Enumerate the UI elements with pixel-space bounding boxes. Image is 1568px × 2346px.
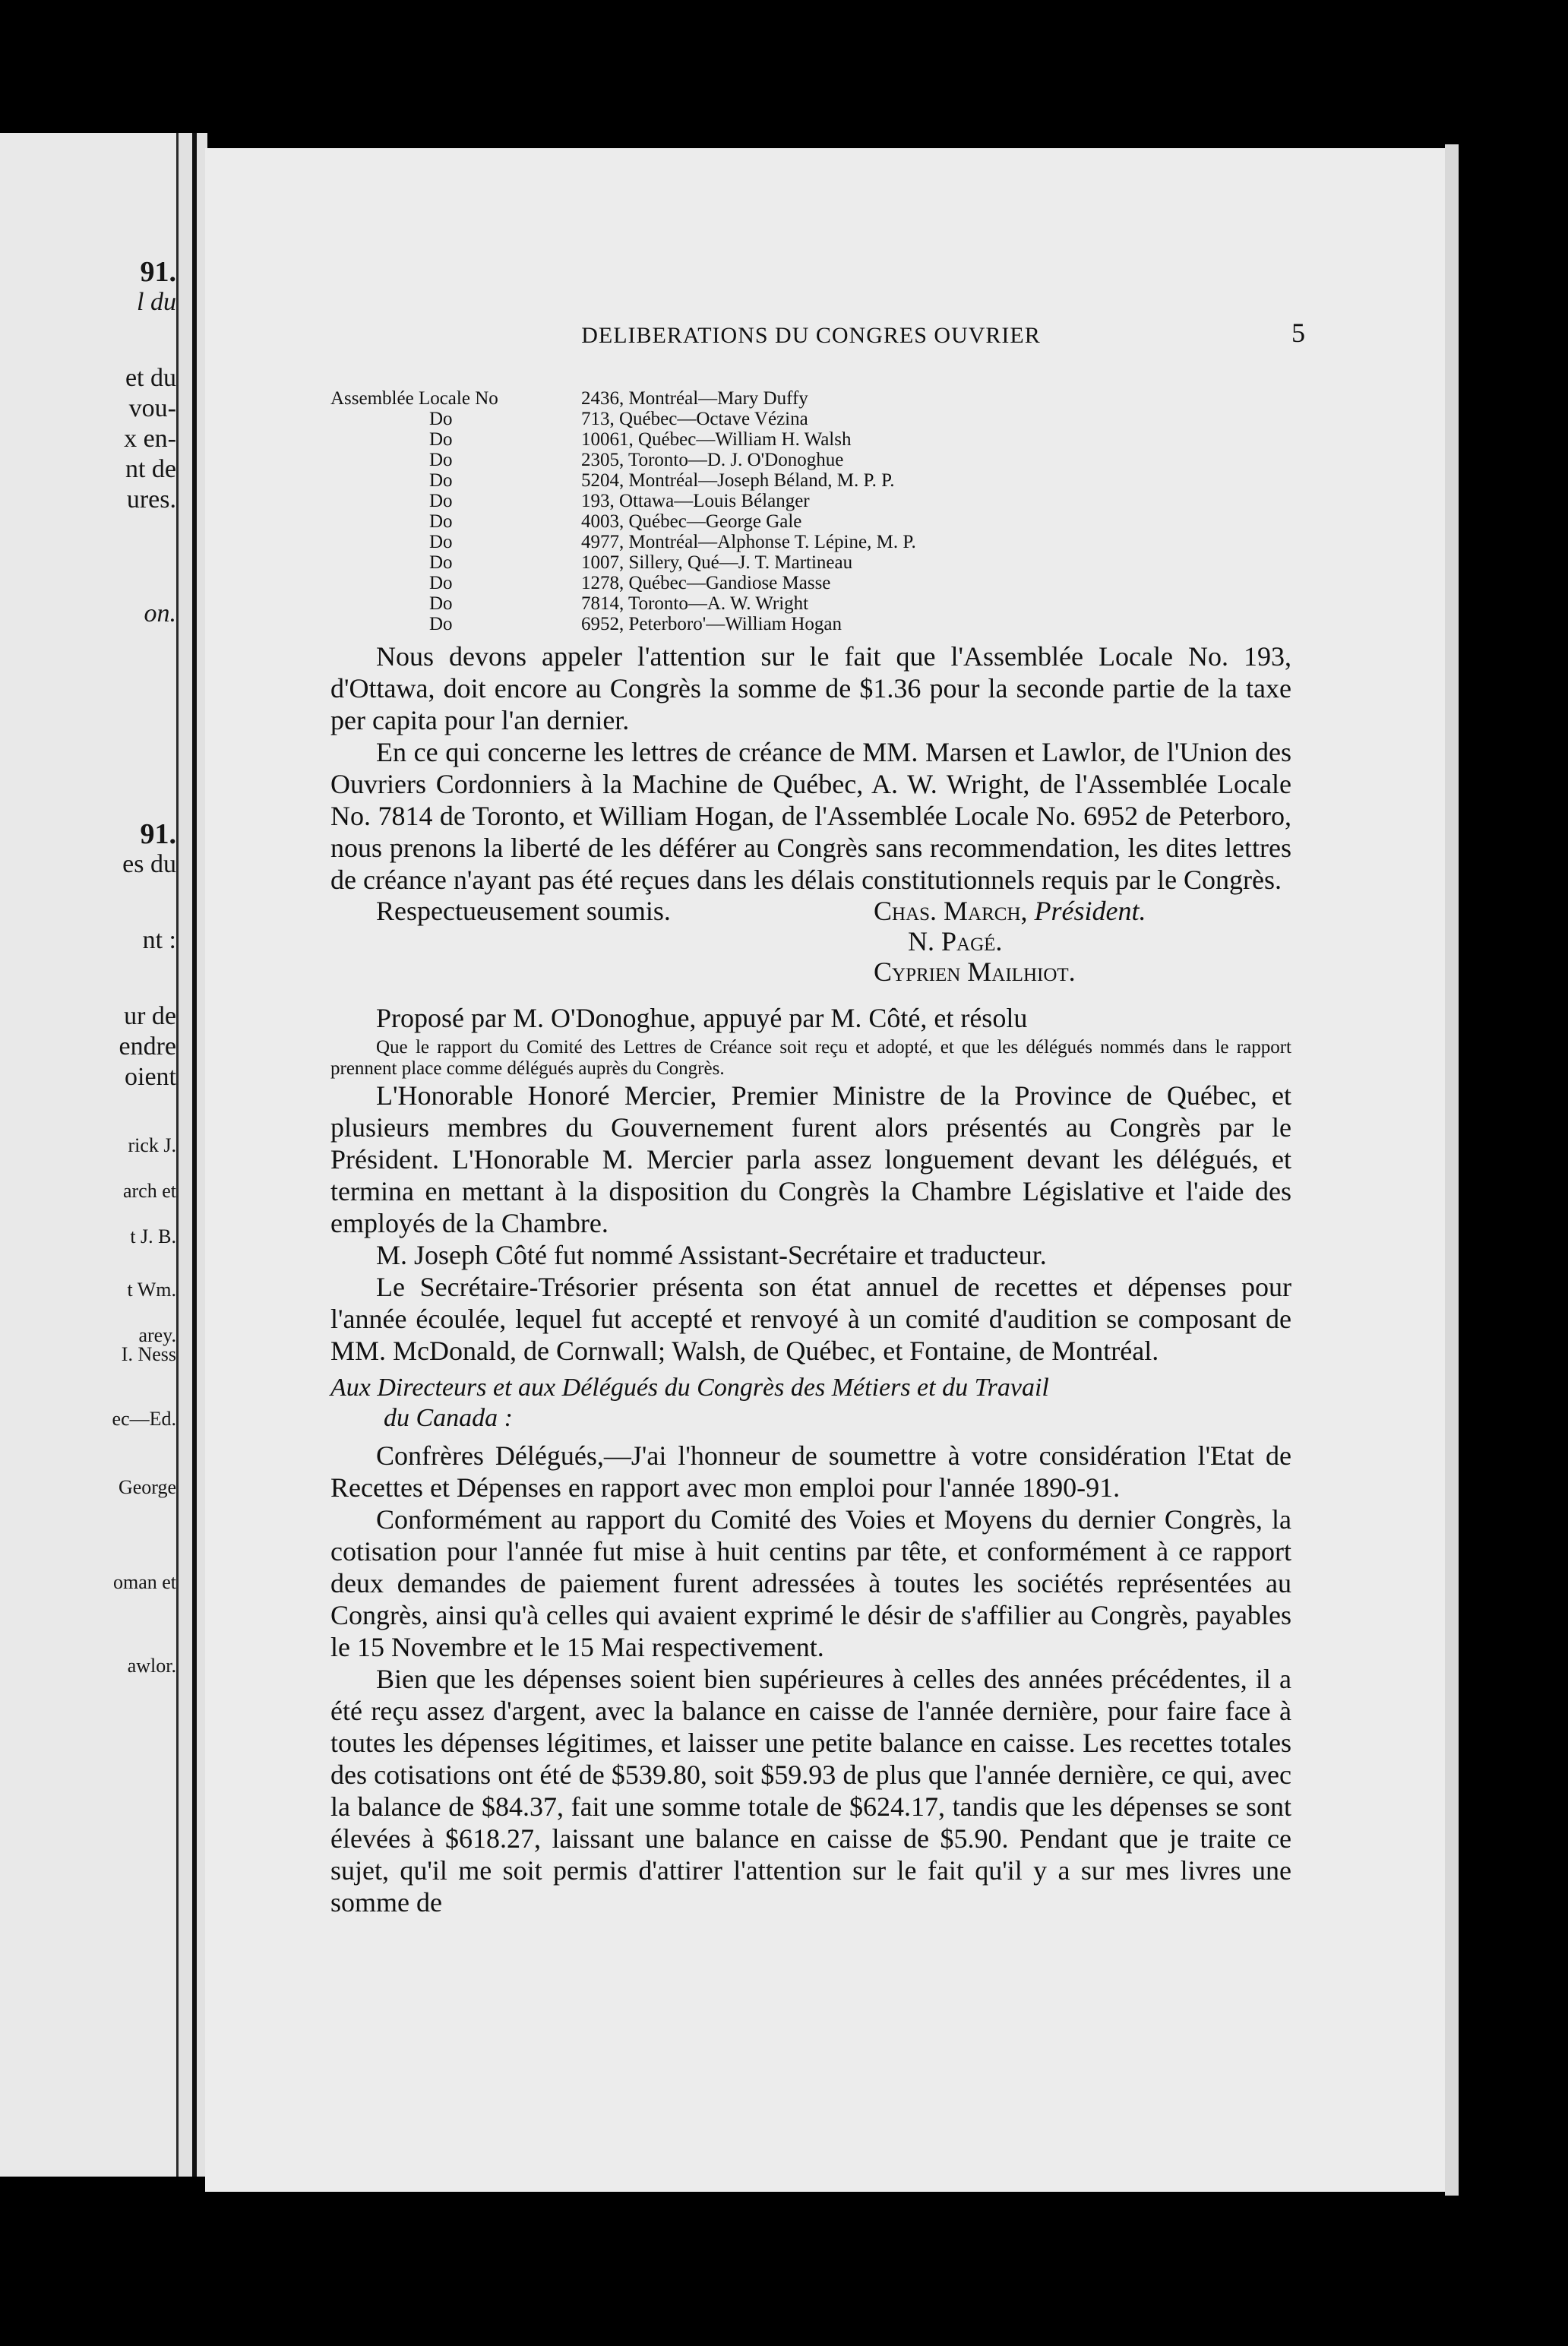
paragraph: Conformément au rapport du Comité des Voies et Moyens du dernier Congrès, la cotisation pour l'année fut mise à huit centins par tête, et conformément à ce rapport deux demandes de paiement furent adressées à toutes les sociétés représentées au Congrès, ainsi qu'à celles qui avaient exprimé le désir de s'affilier au Congrès, payables le 15 Novembre et le 15 Mai respectivement. — [330, 1504, 1291, 1662]
delegate-roster — [330, 388, 1291, 634]
paragraph: Bien que les dépenses soient bien supérieures à celles des années précédentes, il a été reçu assez d'argent, avec la balance en caisse de l'année dernière, pour faire face à toutes les dépenses légitimes, et laisser une petite balance en caisse. Les recettes totales des cotisations ont été de $539.80, soit $59.93 de plus que l'année dernière, ce qui, avec la balance de $84.37, fait une somme totale de $624.17, tandis que les dépenses se sont élevées à $618.27, laissant une balance en caisse de $5.90. Pendant que je traite ce sujet, qu'il me soit permis d'attirer l'attention sur le fait qu'il y a sur mes livres une somme de — [330, 1664, 1291, 1918]
roster-row — [330, 511, 1291, 532]
left-page-line: x en- — [124, 425, 176, 453]
left-page-line: et du — [125, 364, 176, 392]
roster-row — [330, 429, 1291, 450]
page-number: 5 — [1291, 318, 1305, 348]
paragraph: Nous devons appeler l'attention sur le fait que l'Assemblée Locale No. 193, d'Ottawa, doit encore au Congrès la somme de $1.36 pour la seconde partie de la taxe per capita pour l'an dernier. — [330, 641, 1291, 735]
paragraph: En ce qui concerne les lettres de créance de MM. Marsen et Lawlor, de l'Union des Ouvriers Cordonniers à la Machine de Québec, A. W. Wright, de l'Assemblée Locale No. 7814 de Toronto, et William Hogan, de l'Assemblée Locale No. 6952 de Peterboro, nous prenons la liberté de les déférer au Congrès sans recommendation, les dites lettres de créance n'ayant pas été reçues dans les délais constitutionnels requis par le Congrès. — [330, 737, 1291, 895]
left-page-line: ures. — [126, 485, 176, 514]
roster-entry: 7814, Toronto—A. W. Wright — [581, 593, 809, 614]
signature-block — [330, 896, 1291, 987]
address-line: Aux Directeurs et aux Délégués du Congrès des Métiers et du Travail — [330, 1374, 1049, 1402]
roster-entry: 6952, Peterboro'—William Hogan — [581, 614, 842, 634]
roster-entry: 4003, Québec—George Gale — [581, 511, 802, 532]
roster-entry: 2436, Montréal—Mary Duffy — [581, 388, 808, 409]
roster-label: Do — [429, 532, 453, 552]
roster-row — [330, 450, 1291, 470]
roster-row — [330, 388, 1291, 409]
roster-label: Do — [429, 450, 453, 470]
page-content — [330, 318, 1305, 1918]
left-page-line: nt de — [125, 455, 176, 483]
roster-label: Assemblée Locale No — [330, 388, 498, 409]
gutter-rule — [192, 133, 197, 2177]
roster-row — [330, 593, 1291, 614]
left-page-line: oman et — [112, 1571, 176, 1593]
roster-row — [330, 552, 1291, 573]
document-page — [205, 148, 1445, 2192]
roster-entry: 4977, Montréal—Alphonse T. Lépine, M. P. — [581, 532, 916, 552]
paragraph: Le Secrétaire-Trésorier présenta son état annuel de recettes et dépenses pour l'année écoulée, lequel fut accepté et renvoyé à un comité d'audition se composant de MM. McDonald, de Cornwall; Walsh, de Québec, et Fontaine, de Montréal. — [330, 1272, 1291, 1366]
roster-row — [330, 532, 1291, 552]
address-heading — [330, 1373, 1291, 1434]
signatory-title: Président. — [1034, 896, 1146, 926]
left-page-line: ur de — [124, 1002, 176, 1030]
left-page-line: rick J. — [128, 1134, 176, 1156]
left-page-line: awlor. — [127, 1655, 176, 1677]
closing: Respectueusement soumis. — [376, 896, 671, 926]
signatory-3: Cyprien Mailhiot. — [874, 956, 1076, 987]
left-page-line: nt : — [142, 926, 176, 954]
left-page-line: arch et — [122, 1180, 176, 1202]
roster-entry: 713, Québec—Octave Vézina — [581, 409, 808, 429]
roster-row — [330, 573, 1291, 593]
resolution-text: Que le rapport du Comité des Lettres de Créance soit reçu et adopté, et que les délégués nommés dans le rapport prennent place comme délégués auprès du Congrès. — [330, 1037, 1291, 1079]
left-page-line: endre — [119, 1032, 176, 1061]
signatory-name: Chas. March, — [874, 896, 1028, 926]
roster-label: Do — [429, 573, 453, 593]
left-page-line: I. Ness — [121, 1343, 176, 1365]
page-edge — [1445, 144, 1459, 2196]
roster-entry: 5204, Montréal—Joseph Béland, M. P. P. — [581, 470, 895, 491]
left-page-fragment — [0, 133, 176, 2177]
left-page-line: es du — [122, 850, 176, 878]
roster-row — [330, 614, 1291, 634]
roster-label: Do — [429, 552, 453, 573]
left-page-line: t Wm. — [127, 1279, 176, 1301]
roster-entry: 1007, Sillery, Qué—J. T. Martineau — [581, 552, 853, 573]
left-page-line: ec—Ed. — [112, 1408, 176, 1430]
left-page-line: l du — [137, 288, 176, 316]
paragraph: Proposé par M. O'Donoghue, appuyé par M. Côté, et résolu — [376, 1003, 1028, 1033]
page-header — [330, 318, 1305, 361]
running-head: DELIBERATIONS DU CONGRES OUVRIER — [581, 323, 1041, 348]
paragraph: M. Joseph Côté fut nommé Assistant-Secrétaire et traducteur. — [376, 1240, 1047, 1270]
roster-entry: 193, Ottawa—Louis Bélanger — [581, 491, 810, 511]
roster-label: Do — [429, 593, 453, 614]
roster-label: Do — [429, 470, 453, 491]
signatory-2: N. Pagé. — [908, 926, 1003, 956]
left-page-line: arey. — [138, 1324, 176, 1346]
signatories — [874, 896, 1146, 987]
roster-label: Do — [429, 614, 453, 634]
roster-row — [330, 491, 1291, 511]
roster-entry: 2305, Toronto—D. J. O'Donoghue — [581, 450, 844, 470]
left-page-line: t J. B. — [130, 1225, 176, 1247]
roster-label: Do — [429, 491, 453, 511]
left-page-line: vou- — [128, 394, 176, 422]
roster-label: Do — [429, 511, 453, 532]
roster-entry: 10061, Québec—William H. Walsh — [581, 429, 852, 450]
left-page-line: oient — [125, 1063, 176, 1091]
address-line: du Canada : — [384, 1404, 513, 1432]
signatory-1 — [874, 896, 1146, 926]
roster-label: Do — [429, 429, 453, 450]
paragraph: L'Honorable Honoré Mercier, Premier Ministre de la Province de Québec, et plusieurs membres du Gouvernement furent alors présentés au Congrès par le Président. L'Honorable M. Mercier parla assez longuement devant les délégués, et termina en mettant à la disposition du Congrès la Chambre Législative et l'aide des employés de la Chambre. — [330, 1080, 1291, 1238]
left-page-line: 91. — [140, 818, 176, 850]
left-page-line: 91. — [140, 256, 176, 288]
roster-label: Do — [429, 409, 453, 429]
left-page-line: George — [118, 1476, 176, 1498]
left-page-line: on. — [144, 599, 176, 628]
roster-row — [330, 409, 1291, 429]
roster-entry: 1278, Québec—Gandiose Masse — [581, 573, 831, 593]
paragraph: Confrères Délégués,—J'ai l'honneur de soumettre à votre considération l'Etat de Recettes et Dépenses en rapport avec mon emploi pour l'année 1890-91. — [330, 1440, 1291, 1503]
roster-row — [330, 470, 1291, 491]
